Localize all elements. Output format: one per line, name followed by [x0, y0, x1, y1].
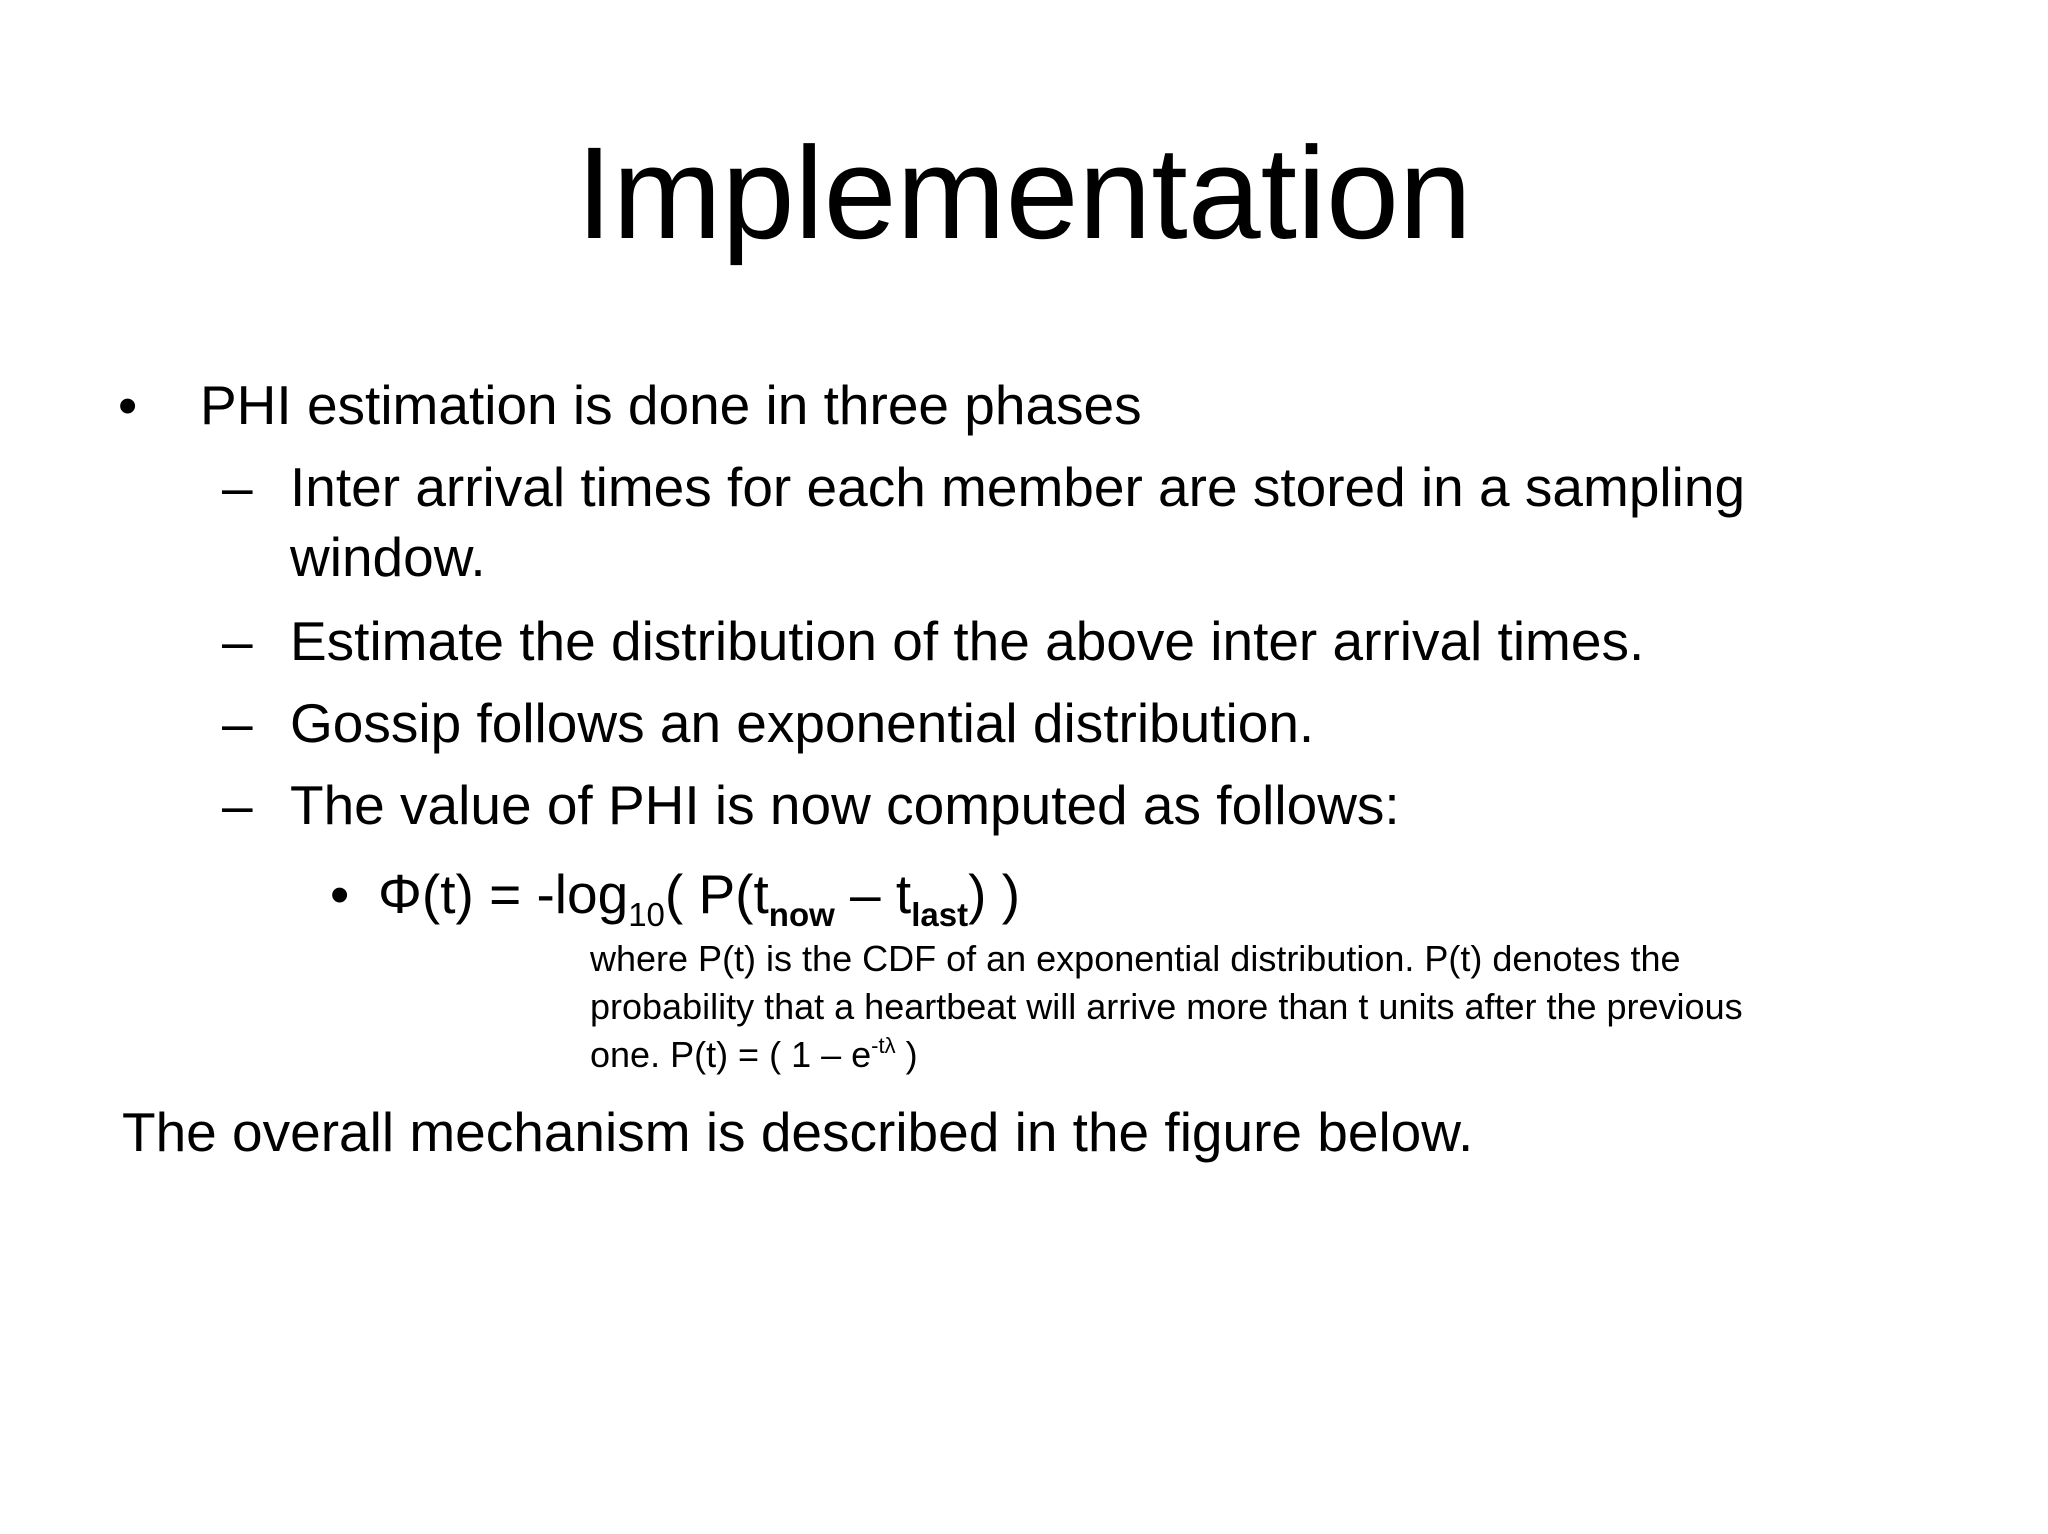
dash-marker: – — [222, 610, 253, 672]
slide-title: Implementation — [576, 119, 1472, 266]
formula-sub-now: now — [768, 896, 835, 933]
formula-mid: ( P(t — [664, 863, 769, 925]
bullet-phi-estimation: PHI estimation is done in three phases — [200, 374, 1142, 436]
note-line-1: where P(t) is the CDF of an exponential distribution. P(t) denotes the — [590, 938, 1681, 979]
note-line-3 — [590, 1031, 918, 1079]
closing-text: The overall mechanism is described in the figure below. — [122, 1101, 1474, 1163]
subitem-inter-arrival-line2: window. — [290, 526, 486, 588]
subitem-inter-arrival-line1: Inter arrival times for each member are stored in a sampling — [290, 456, 1746, 518]
bullet-marker: • — [118, 374, 138, 436]
dash-marker: – — [222, 692, 253, 754]
note-line-2: probability that a heartbeat will arrive more than t units after the previous — [590, 986, 1743, 1027]
subitem-estimate-distribution: Estimate the distribution of the above inter arrival times. — [290, 610, 1645, 672]
bullet-marker: • — [330, 863, 350, 925]
note-line-3-suffix: ) — [895, 1034, 918, 1075]
formula-minus: – t — [834, 863, 912, 925]
formula-log-base: 10 — [628, 896, 665, 933]
formula-sub-last: last — [911, 896, 969, 933]
formula-prefix: Φ(t) = -log — [378, 863, 629, 925]
note-exponent: -tλ — [871, 1033, 896, 1058]
dash-marker: – — [222, 456, 253, 518]
formula-suffix: ) ) — [968, 863, 1021, 925]
subitem-gossip-exponential: Gossip follows an exponential distribution. — [290, 692, 1315, 754]
subitem-phi-computed: The value of PHI is now computed as follows: — [290, 774, 1400, 836]
note-line-3-prefix: one. P(t) = ( 1 – e — [590, 1034, 872, 1075]
phi-formula — [378, 862, 1021, 933]
dash-marker: – — [222, 774, 253, 836]
